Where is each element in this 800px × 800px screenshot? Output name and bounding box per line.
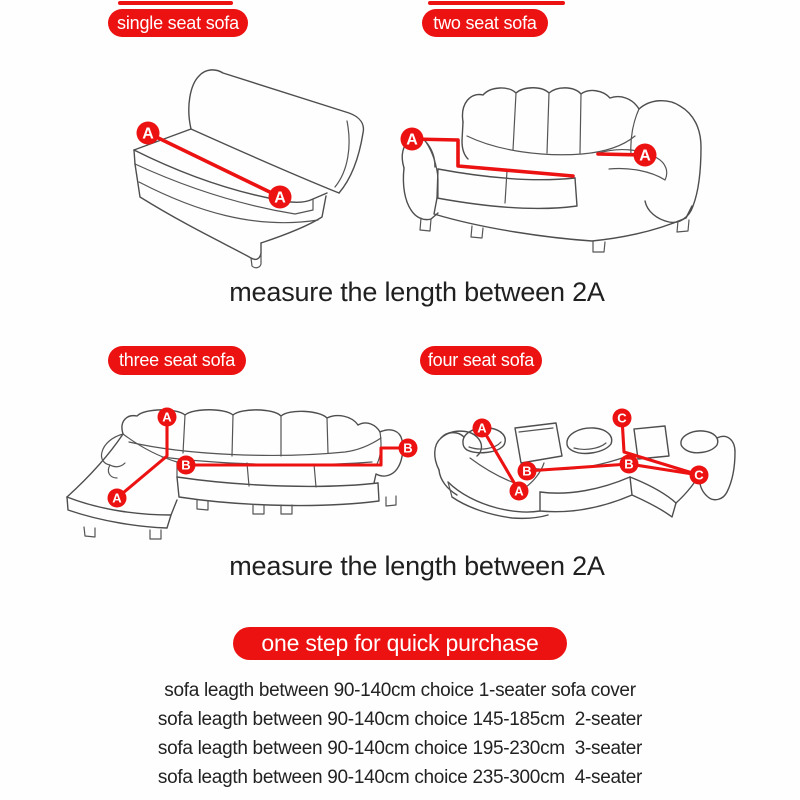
svg-text:A: A (142, 125, 154, 143)
svg-text:C: C (694, 467, 704, 483)
ribbon-strip-left (118, 1, 233, 5)
marker-a (108, 489, 127, 508)
marker-a (473, 419, 492, 438)
single-seat-sofa-diagram (70, 56, 400, 271)
two-seat-sofa-diagram (390, 56, 740, 271)
measure-line-a (117, 417, 167, 498)
marker-b (399, 439, 418, 458)
marker-b (620, 455, 639, 474)
size-guide-line-1: sofa leagth between 90-140cm choice 1-seater sofa cover (164, 680, 636, 701)
quick-purchase-banner: one step for quick purchase (233, 627, 567, 660)
svg-text:A: A (112, 490, 122, 506)
size-guide-line-2: sofa leagth between 90-140cm choice 145-185cm 2-seater (157, 709, 643, 730)
svg-text:C: C (617, 410, 627, 426)
sofa-sketch (134, 70, 363, 268)
four-seat-sofa-diagram (425, 388, 795, 540)
marker-a (401, 128, 424, 151)
marker-b (518, 462, 537, 481)
measure-line-2a (412, 139, 573, 176)
size-guide (0, 676, 800, 792)
label-two-seat-sofa: two seat sofa (422, 9, 548, 37)
label-three-seat-sofa: three seat sofa (108, 346, 246, 375)
marker-a (137, 122, 160, 145)
sofa-sketch (402, 88, 701, 252)
marker-c (613, 409, 632, 428)
marker-a (510, 482, 529, 501)
marker-a (158, 408, 177, 427)
svg-text:A: A (274, 189, 286, 207)
size-guide-line-3: sofa leagth between 90-140cm choice 195-230cm 3-seater (157, 738, 643, 759)
svg-text:B: B (181, 457, 191, 473)
size-guide-line-4: sofa leagth between 90-140cm choice 235-300cm 4-seater (157, 767, 643, 788)
marker-a (269, 186, 292, 209)
measure-caption-bottom: measure the length between 2A (229, 551, 605, 581)
svg-text:A: A (477, 420, 487, 436)
svg-text:A: A (162, 409, 172, 425)
measure-caption-top: measure the length between 2A (229, 277, 605, 307)
sofa-sketch (67, 410, 403, 539)
three-seat-sofa-diagram (25, 388, 435, 540)
svg-text:B: B (624, 456, 634, 472)
ribbon-strip-right (428, 1, 565, 5)
marker-b (177, 456, 196, 475)
svg-text:B: B (522, 463, 532, 479)
svg-text:A: A (406, 131, 418, 149)
label-single-seat-sofa: single seat sofa (108, 9, 248, 37)
label-four-seat-sofa: four seat sofa (420, 346, 542, 375)
svg-text:B: B (403, 440, 413, 456)
marker-c (690, 466, 709, 485)
measure-line-a (482, 428, 519, 491)
svg-text:A: A (514, 483, 524, 499)
svg-text:A: A (639, 147, 651, 165)
marker-a (634, 144, 657, 167)
